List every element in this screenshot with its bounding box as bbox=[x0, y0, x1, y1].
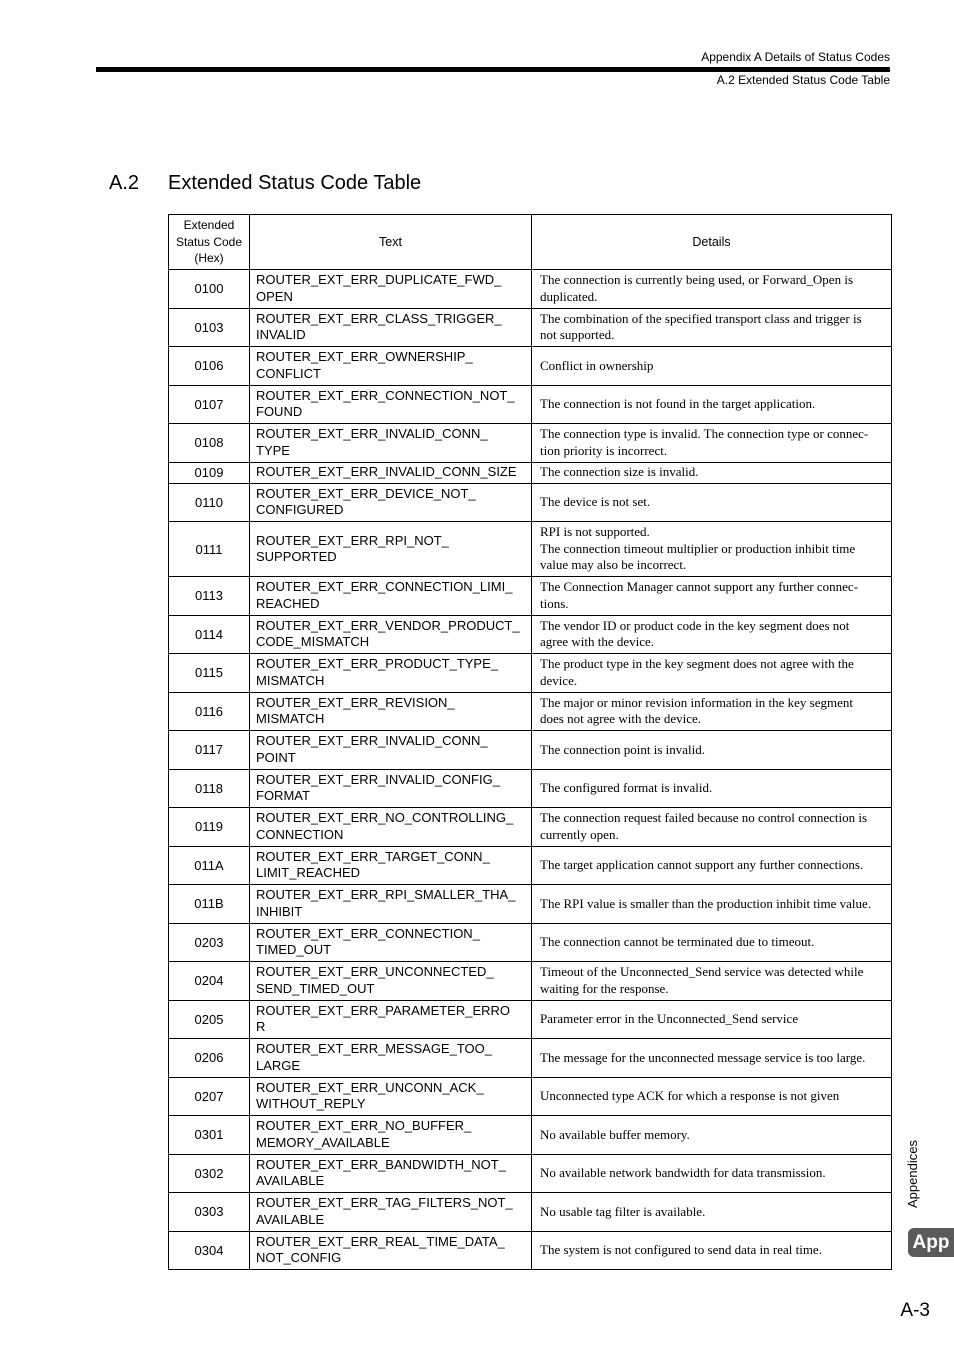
table-row bbox=[169, 923, 892, 962]
section-number: A.2 bbox=[109, 172, 140, 194]
running-header-section: A.2 Extended Status Code Table bbox=[716, 73, 890, 87]
table-row bbox=[169, 885, 892, 924]
table-row bbox=[169, 1000, 892, 1039]
code-cell: 0107 bbox=[169, 385, 250, 424]
details-cell: Conflict in ownership bbox=[532, 347, 892, 386]
text-cell: ROUTER_EXT_ERR_CONNECTION_ TIMED_OUT bbox=[250, 923, 532, 962]
code-cell: 0204 bbox=[169, 962, 250, 1001]
appendices-side-label: Appendices bbox=[905, 1140, 920, 1208]
table-row bbox=[169, 308, 892, 347]
code-cell: 0109 bbox=[169, 462, 250, 483]
details-cell: Unconnected type ACK for which a response is not given bbox=[532, 1077, 892, 1116]
table-row bbox=[169, 1077, 892, 1116]
details-cell: The connection request failed because no control connection is currently open. bbox=[532, 808, 892, 847]
details-cell: No usable tag filter is available. bbox=[532, 1193, 892, 1232]
text-cell: ROUTER_EXT_ERR_CLASS_TRIGGER_ INVALID bbox=[250, 308, 532, 347]
code-cell: 0116 bbox=[169, 692, 250, 731]
code-cell: 0114 bbox=[169, 615, 250, 654]
table-row bbox=[169, 462, 892, 483]
code-cell: 0303 bbox=[169, 1193, 250, 1232]
details-cell: The combination of the specified transport class and trigger is not supported. bbox=[532, 308, 892, 347]
details-cell: No available buffer memory. bbox=[532, 1116, 892, 1155]
text-cell: ROUTER_EXT_ERR_DUPLICATE_FWD_ OPEN bbox=[250, 270, 532, 309]
text-cell: ROUTER_EXT_ERR_INVALID_CONN_ TYPE bbox=[250, 424, 532, 463]
running-header-chapter: Appendix A Details of Status Codes bbox=[701, 50, 890, 64]
text-cell: ROUTER_EXT_ERR_RPI_NOT_ SUPPORTED bbox=[250, 522, 532, 577]
table-row bbox=[169, 270, 892, 309]
code-cell: 0115 bbox=[169, 654, 250, 693]
code-cell: 011A bbox=[169, 846, 250, 885]
details-cell: The vendor ID or product code in the key segment does not agree with the device. bbox=[532, 615, 892, 654]
details-cell: The connection point is invalid. bbox=[532, 731, 892, 770]
table-row bbox=[169, 731, 892, 770]
details-cell: No available network bandwidth for data transmission. bbox=[532, 1154, 892, 1193]
text-cell: ROUTER_EXT_ERR_REVISION_ MISMATCH bbox=[250, 692, 532, 731]
table-row bbox=[169, 808, 892, 847]
code-cell: 0118 bbox=[169, 769, 250, 808]
table-row bbox=[169, 347, 892, 386]
details-cell: The connection type is invalid. The connection type or connec- tion priority is incorrect. bbox=[532, 424, 892, 463]
text-cell: ROUTER_EXT_ERR_TARGET_CONN_ LIMIT_REACHED bbox=[250, 846, 532, 885]
code-cell: 0203 bbox=[169, 923, 250, 962]
code-cell: 0113 bbox=[169, 577, 250, 616]
column-header-text: Text bbox=[250, 215, 532, 270]
table-header-row bbox=[169, 215, 892, 270]
table-row bbox=[169, 1154, 892, 1193]
code-cell: 0117 bbox=[169, 731, 250, 770]
text-cell: ROUTER_EXT_ERR_REAL_TIME_DATA_ NOT_CONFIG bbox=[250, 1231, 532, 1270]
details-cell: The configured format is invalid. bbox=[532, 769, 892, 808]
code-cell: 011B bbox=[169, 885, 250, 924]
details-cell: The message for the unconnected message service is too large. bbox=[532, 1039, 892, 1078]
text-cell: ROUTER_EXT_ERR_NO_BUFFER_ MEMORY_AVAILABLE bbox=[250, 1116, 532, 1155]
section-title: Extended Status Code Table bbox=[168, 172, 422, 194]
code-cell: 0106 bbox=[169, 347, 250, 386]
code-cell: 0100 bbox=[169, 270, 250, 309]
text-cell: ROUTER_EXT_ERR_NO_CONTROLLING_ CONNECTION bbox=[250, 808, 532, 847]
code-cell: 0301 bbox=[169, 1116, 250, 1155]
code-cell: 0205 bbox=[169, 1000, 250, 1039]
details-cell: The Connection Manager cannot support any further connec- tions. bbox=[532, 577, 892, 616]
table-row bbox=[169, 769, 892, 808]
code-cell: 0304 bbox=[169, 1231, 250, 1270]
table-row bbox=[169, 385, 892, 424]
details-cell: The device is not set. bbox=[532, 483, 892, 522]
table-row bbox=[169, 846, 892, 885]
text-cell: ROUTER_EXT_ERR_OWNERSHIP_ CONFLICT bbox=[250, 347, 532, 386]
details-cell: The RPI value is smaller than the production inhibit time value. bbox=[532, 885, 892, 924]
details-cell: Parameter error in the Unconnected_Send service bbox=[532, 1000, 892, 1039]
page-number: A-3 bbox=[900, 1300, 930, 1321]
code-cell: 0206 bbox=[169, 1039, 250, 1078]
text-cell: ROUTER_EXT_ERR_VENDOR_PRODUCT_ CODE_MISMATCH bbox=[250, 615, 532, 654]
extended-status-code-table bbox=[168, 214, 892, 1270]
details-cell: The product type in the key segment does not agree with the device. bbox=[532, 654, 892, 693]
text-cell: ROUTER_EXT_ERR_INVALID_CONFIG_ FORMAT bbox=[250, 769, 532, 808]
table-row bbox=[169, 522, 892, 577]
app-thumb-tab: App bbox=[908, 1228, 954, 1257]
table-row bbox=[169, 1039, 892, 1078]
text-cell: ROUTER_EXT_ERR_MESSAGE_TOO_ LARGE bbox=[250, 1039, 532, 1078]
text-cell: ROUTER_EXT_ERR_RPI_SMALLER_THA_ INHIBIT bbox=[250, 885, 532, 924]
details-cell: RPI is not supported. The connection timeout multiplier or production inhibit time value may also be incorrect. bbox=[532, 522, 892, 577]
text-cell: ROUTER_EXT_ERR_CONNECTION_LIMI_ REACHED bbox=[250, 577, 532, 616]
text-cell: ROUTER_EXT_ERR_PRODUCT_TYPE_ MISMATCH bbox=[250, 654, 532, 693]
code-cell: 0110 bbox=[169, 483, 250, 522]
table-row bbox=[169, 1193, 892, 1232]
code-cell: 0207 bbox=[169, 1077, 250, 1116]
text-cell: ROUTER_EXT_ERR_INVALID_CONN_SIZE bbox=[250, 462, 532, 483]
table-row bbox=[169, 483, 892, 522]
details-cell: The connection size is invalid. bbox=[532, 462, 892, 483]
table-row bbox=[169, 424, 892, 463]
text-cell: ROUTER_EXT_ERR_TAG_FILTERS_NOT_ AVAILABLE bbox=[250, 1193, 532, 1232]
column-header-code: Extended Status Code (Hex) bbox=[169, 215, 250, 270]
details-cell: The target application cannot support any further connections. bbox=[532, 846, 892, 885]
details-cell: The connection is not found in the target application. bbox=[532, 385, 892, 424]
code-cell: 0111 bbox=[169, 522, 250, 577]
column-header-details: Details bbox=[532, 215, 892, 270]
section-heading bbox=[109, 172, 421, 195]
details-cell: The connection cannot be terminated due to timeout. bbox=[532, 923, 892, 962]
code-cell: 0108 bbox=[169, 424, 250, 463]
table-row bbox=[169, 1231, 892, 1270]
text-cell: ROUTER_EXT_ERR_DEVICE_NOT_ CONFIGURED bbox=[250, 483, 532, 522]
text-cell: ROUTER_EXT_ERR_PARAMETER_ERRO R bbox=[250, 1000, 532, 1039]
table-row bbox=[169, 962, 892, 1001]
text-cell: ROUTER_EXT_ERR_BANDWIDTH_NOT_ AVAILABLE bbox=[250, 1154, 532, 1193]
table-row bbox=[169, 615, 892, 654]
table-row bbox=[169, 577, 892, 616]
details-cell: The connection is currently being used, or Forward_Open is duplicated. bbox=[532, 270, 892, 309]
code-cell: 0103 bbox=[169, 308, 250, 347]
details-cell: The major or minor revision information in the key segment does not agree with the device. bbox=[532, 692, 892, 731]
table-row bbox=[169, 654, 892, 693]
code-cell: 0119 bbox=[169, 808, 250, 847]
table-row bbox=[169, 692, 892, 731]
text-cell: ROUTER_EXT_ERR_INVALID_CONN_ POINT bbox=[250, 731, 532, 770]
code-cell: 0302 bbox=[169, 1154, 250, 1193]
text-cell: ROUTER_EXT_ERR_CONNECTION_NOT_ FOUND bbox=[250, 385, 532, 424]
header-rule bbox=[96, 67, 890, 72]
details-cell: Timeout of the Unconnected_Send service was detected while waiting for the response. bbox=[532, 962, 892, 1001]
text-cell: ROUTER_EXT_ERR_UNCONNECTED_ SEND_TIMED_OUT bbox=[250, 962, 532, 1001]
table-row bbox=[169, 1116, 892, 1155]
text-cell: ROUTER_EXT_ERR_UNCONN_ACK_ WITHOUT_REPLY bbox=[250, 1077, 532, 1116]
details-cell: The system is not configured to send data in real time. bbox=[532, 1231, 892, 1270]
